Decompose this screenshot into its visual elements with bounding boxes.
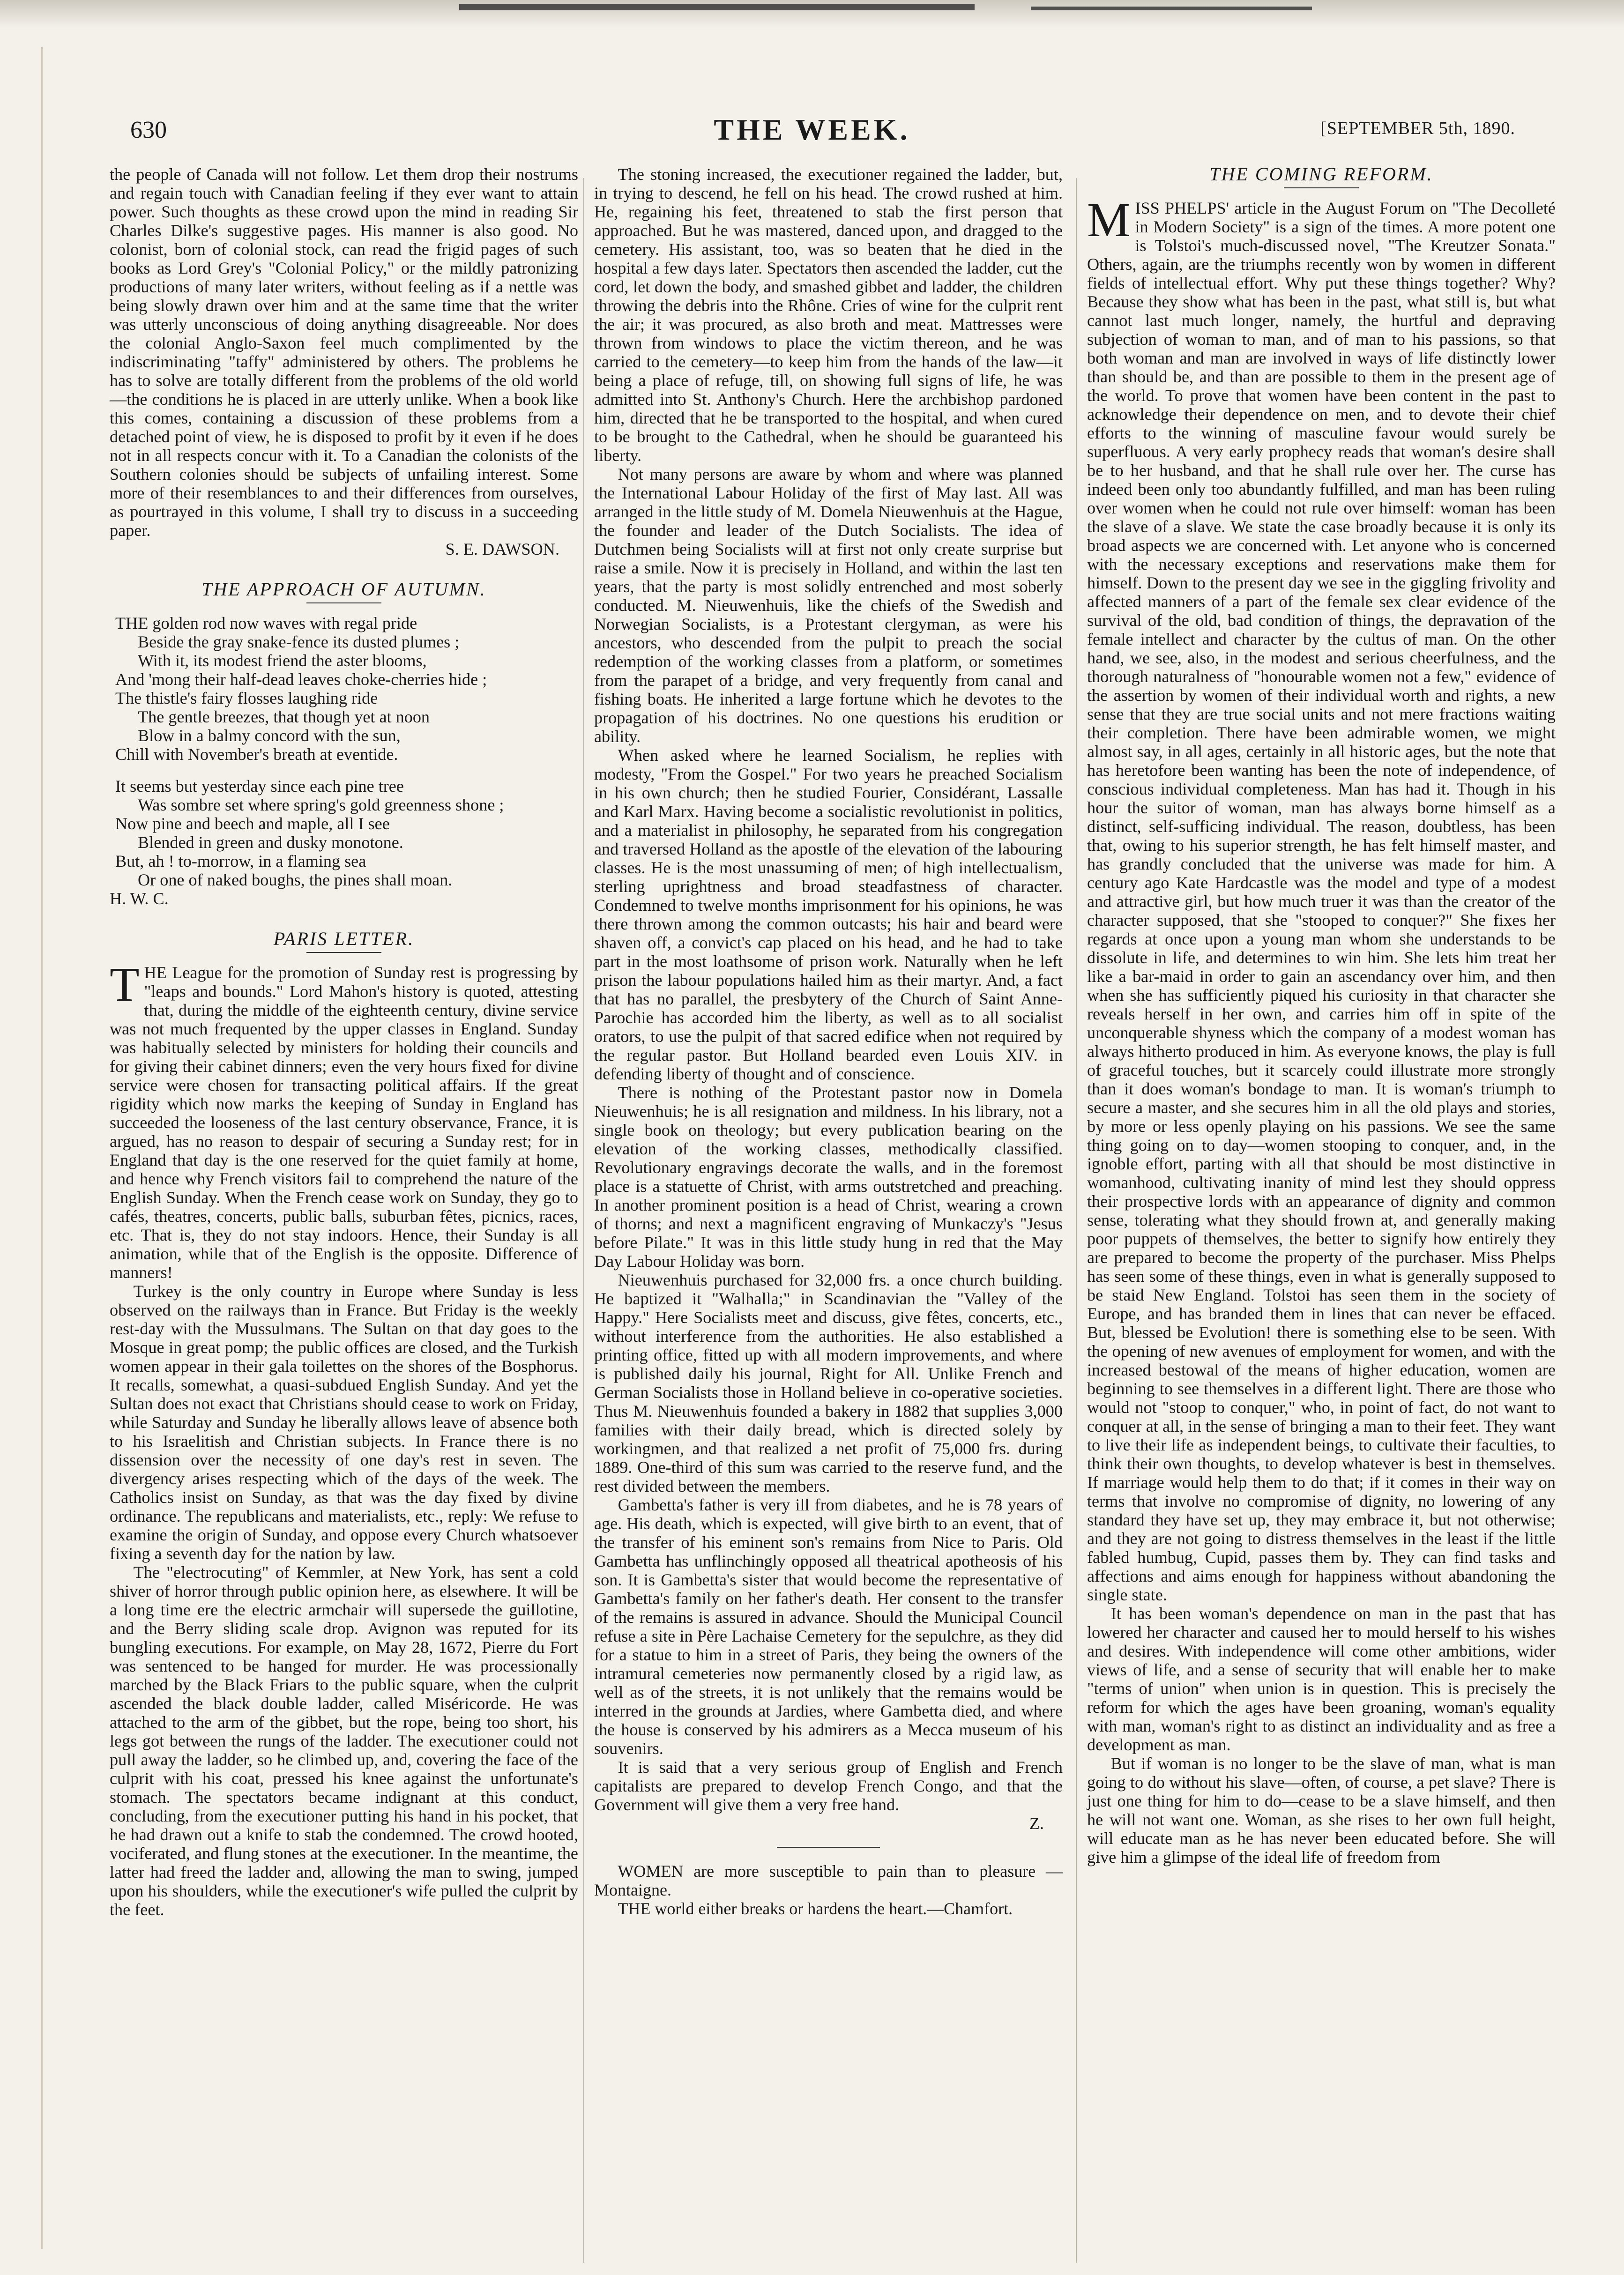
poem-line: Was sombre set where spring's gold greenness shone ; [138,796,504,814]
quotation: THE world either breaks or hardens the heart.—Chamfort. [618,1899,1013,1918]
column-2 [594,165,1063,1918]
quotation: WOMEN are more susceptible to pain than to pleasure —Montaigne. [594,1862,1063,1899]
poem-line: And 'mong their half-dead leaves choke-cherries hide ; [115,670,487,689]
article-paragraph: It is said that a very serious group of English and French capitalists are prepared to develop French Congo, and that the Government will give them a very free hand. [594,1758,1063,1814]
poem-line: The gentle breezes, that though yet at noon [138,707,430,726]
column-1 [110,165,578,1919]
scan-top-edge [0,0,1624,28]
journal-title: THE WEEK. [714,113,910,146]
column-divider [1076,178,1077,2263]
poem-line: Blended in green and dusky monotone. [138,833,403,852]
poem-line: Now pine and beech and maple, all I see [115,814,390,833]
column-3 [1087,165,1556,1866]
drop-cap: M [1087,193,1131,247]
poem-line: The thistle's fairy flosses laughing ride [115,689,378,707]
article-paragraph [110,958,578,1282]
poem-line: But, ah ! to-morrow, in a flaming sea [115,852,366,870]
poem-line: Blow in a balmy concord with the sun, [138,726,401,745]
article-title: THE COMING REFORM. [1209,164,1433,185]
article-signature: Z. [1029,1814,1044,1833]
issue-date: [SEPTEMBER 5th, 1890. [1320,119,1515,138]
article-paragraph [1087,193,1556,1604]
article-paragraph: the people of Canada will not follow. Let them drop their nostrums and regain touch with Canadian feeling if they ever want to attain power. Such thoughts as these crowd upon the mind in reading Sir Charles Dilke's suggestive pages. His manner is also good. No colonist, born of colonial stock, can read the frigid pages of such books as Lord Grey's "Colonial Policy," or the mildly patronizing productions of many later writers, without feeling as if a nettle was being slowly drawn over him and at the same time that the writer was utterly unconscious of doing anything disagreeable. Nor does the colonial Anglo-Saxon feel much complimented by the indiscriminating "taffy" administered by others. The problems he has to solve are totally different from the problems of the old world—the conditions he is placed in are utterly unlike. When a book like this comes, containing a discussion of these problems from a detached point of view, he is disposed to profit by it even if he does not in all respects concur with it. To a Canadian the colonists of the Southern colonies should be subjects of unfailing interest. Some more of their resemblances to and their differences from ourselves, as pourtrayed in this volume, I shall try to discuss in a succeeding paper. [110,165,578,540]
article-paragraph: There is nothing of the Protestant pastor now in Domela Nieuwenhuis; he is all resignation and mildness. In his library, not a single book on theology; but every publication bearing on the elevation of the working classes, methodically classified. Revolutionary engravings decorate the walls, and in the foremost place is a statuette of Christ, with arms outstretched and preaching. In another prominent position is a head of Christ, wearing a crown of thorns; and next a magnificent engraving of Munkaczy's "Jesus before Pilate." It was in this little study hung in red that the May Day Labour Holiday was born. [594,1083,1063,1271]
poem-line: THE golden rod now waves with regal pride [115,614,417,632]
paragraph-text: HE League for the promotion of Sunday rest is progressing by "leaps and bounds." Lord Mahon's history is quoted, attesting that, during the middle of the eighteenth century, divine service was not much frequented by the upper classes in England. Sunday was habitually selected by ministers for holding their councils and for giving their cabinet dinners; even the very hours fixed for divine service were chosen for transacting political affairs. If the great rigidity which now marks the keeping of Sunday in England has succeeded the looseness of the last century observance, France, it is argued, has no reason to despair of securing a Sunday rest; for in England that day is the one reserved for the quiet family at home, and hence why French visitors fail to comprehend the nature of the English Sunday. When the French cease work on Sunday, they go to cafés, theatres, concerts, public balls, suburban fêtes, picnics, races, etc. That is, they do not stay indoors. Hence, their Sunday is all animation, while that of the English is the opposite. Difference of manners! [110,963,578,1282]
article-paragraph: The "electrocuting" of Kemmler, at New York, has sent a cold shiver of horror through public opinion here, as elsewhere. It will be a long time ere the electric armchair will supersede the guillotine, and the Berry sliding scale drop. Avignon was reputed for its bungling executions. For example, on May 28, 1672, Pierre du Fort was sentenced to be hanged for murder. He was processionally marched by the Black Friars to the public square, when the culprit ascended the black double ladder, called Miséricorde. He was attached to the arm of the gibbet, but the rope, being too short, his legs got between the rungs of the ladder. The executioner could not pull away the ladder, so he climbed up, and, covering the face of the culprit with his coat, pressed his knee against the unfortunate's stomach. The spectators became indignant at this conduct, concluding, from the executioner putting his hand in his pocket, that he had drawn out a knife to stab the condemned. The crowd hooted, vociferated, and flung stones at the executioner. In the meantime, the latter had freed the ladder and, allowing the man to swing, jumped upon his shoulders, while the executioner's wife pulled the culprit by the feet. [110,1563,578,1919]
poem-line: With it, its modest friend the aster blooms, [138,651,427,670]
paragraph-text: ISS PHELPS' article in the August Forum on "The Decolleté in Modern Society" is a sign of the times. A more potent one is Tolstoi's much-discussed novel, "The Kreutzer Sonata." Others, again, are the triumphs recently won by women in different fields of intellectual effort. Why put these things together? Why? Because they show what has been in the past, what still is, but what cannot last much longer, namely, the hurtful and depraving subjection of woman to man, and of man to his passions, so that both woman and man are involved in ways of life distinctly lower than should be, and than are possible to them in the present age of the world. To prove that women have been content in the past to acknowledge their dependence on men, and to devote their chief efforts to the winning of masculine favour would surely be superfluous. A very early prophecy reads that woman's desire shall be to her husband, and that he shall rule over her. The curse has indeed been only too abundantly fulfilled, and man has been ruling over women when he could not rule over himself: woman has been the slave of a slave. We state the case broadly because it is only its broad aspects we are concerned with. Let anyone who is concerned with the necessary exceptions and reservations make them for himself. Down to the present day we see in the giggling frivolity and affected manners of a part of the female sex clear evidence of the survival of the old, bad condition of things, the depravation of the female intellect and character by the cultus of man. On the other hand, we see, also, in the modest and serious cheerfulness, and the thorough naturalness of "honourable women not a few," evidence of the assertion by women of their individual worth and rights, a new sense that they are true social units and not mere fractions waiting their completion. There have been admirable women, we might almost say, in all ages, certainly in all historic ages, but the note that has heretofore been wanting has been the note of independence, of conscious individual completeness. Man has had it. Though in his hour the suitor of woman, man has always borne himself as a distinct, self-sufficing individual. The reason, doubtless, has been that, owing to his superior strength, he has felt himself master, and has grandly concluded that the universe was made for him. A century ago Kate Hardcastle was the model and type of a modest and attractive girl, but how much truer it was than the creator of the character supposed, that she "stooped to conquer?" She fixes her regards at once upon a young man whom she understands to be dissolute in life, and determines to win him. She lets him treat her like a bar-maid in order to gain an ascendancy over him, and then when she has sufficiently piqued his curiosity in that character she reveals herself in her own, and carries him off in spite of the unconquerable shyness which the company of a modest woman has always hitherto produced in him. As everyone knows, the play is full of graceful touches, but it scarcely could illustrate more strongly than it does woman's bondage to man. It is woman's triumph to secure a master, and she secures him in all the old plays and stories, by more or less openly playing on his passions. We see the same thing going on to day—women stooping to conquer, and, in the ignoble effort, parting with all that should be most distinctive in womanhood, cultivating inanity of mind lest they should oppress their prospective lords with an appearance of dignity and common sense, tolerating what they should frown at, and generally making poor puppets of themselves, the better to signify how entirely they are prepared to become the property of the purchaser. Miss Phelps has seen some of these things, even in what is generally supposed to be staid New England. Tolstoi has seen them in the society of Europe, and has branded them in lines that can never be effaced. But, blessed be Evolution! there is something else to be seen. With the opening of new avenues of employment for women, and with the increased bestowal of the means of higher education, women are beginning to see themselves in a different light. There are those who would not "stoop to conquer," who, in point of fact, do not want to conquer at all, in the sense of bringing a man to their feet. They want to live their life as independent beings, to cultivate their faculties, to think their own thoughts, to develop whatever is best in themselves. If marriage would help them to do that; if it comes in their way on terms that involve no compromise of dignity, no lowering of any standard they have set up, they may embrace it, but not otherwise; and they are not going to distress themselves in the least if the little fabled humbug, Cupid, passes them by. They can find tasks and affections and aims enough for happiness without abandoning the single state. [1087,199,1556,1604]
separator-rule [777,1847,880,1848]
letter-title: PARIS LETTER. [273,928,415,949]
title-rule [306,952,381,953]
poem-title: THE APPROACH OF AUTUMN. [201,579,486,600]
poem-line: It seems but yesterday since each pine tree [115,777,404,796]
article-paragraph: But if woman is no longer to be the slave of man, what is man going to do without his slave—often, of course, a pet slave? There is just one thing for him to do—cease to be a slave himself, and then he will not want one. Woman, as she rises to her own full height, will educate man as he has never been educated before. She will give him a glimpse of the ideal life of freedom from [1087,1754,1556,1866]
article-paragraph: Not many persons are aware by whom and where was planned the International Labour Holiday of the first of May last. All was arranged in the little study of M. Domela Nieuwenhuis at the Hague, the founder and leader of the Dutch Socialists. The idea of Dutchmen being Socialists will at first not only create surprise but raise a smile. Now it is precisely in Holland, and within the last ten years, that the party is most solidly entrenched and most soberly conducted. M. Nieuwenhuis, like the chiefs of the Swedish and Norwegian Socialists, is a Protestant clergyman, as were his ancestors, who descended from the pulpit to preach the social redemption of the working classes from a platform, or sometimes from the parapet of a bridge, and very frequently from canal and fishing boats. He inherited a large fortune which he devotes to the propagation of his doctrines. No one questions his erudition or ability. [594,465,1063,746]
page-edge-line [41,47,43,2249]
column-divider [583,178,584,2263]
page-header [0,108,1624,164]
page-number: 630 [130,117,167,143]
article-paragraph: Turkey is the only country in Europe where Sunday is less observed on the railways than in France. But Friday is the weekly rest-day with the Mussulmans. The Sultan on that day goes to the Mosque in great pomp; the public offices are closed, and the Turkish women appear in their gala toilettes on the shores of the Bosphorus. It recalls, somewhat, a quasi-subdued English Sunday. And yet the Sultan does not exact that Christians should cease to work on Friday, while Saturday and Sunday he liberally allows leave of absence both to his Israelitish and Christian subjects. In France there is no dissension over the necessity of one day's rest in seven. The divergency arises respecting which of the days of the week. The Catholics insist on Sunday, as that was the day fixed by divine ordinance. The republicans and materialists, etc., reply: We refuse to examine the origin of Sunday, and oppose every Church whatsoever fixing a seventh day for the nation by law. [110,1282,578,1563]
article-paragraph: When asked where he learned Socialism, he replies with modesty, "From the Gospel." For two years he preached Socialism in his own church; then he studied Fourier, Considérant, Lassalle and Karl Marx. Having become a socialistic revolutionist in politics, and a materialist in philosophy, he separated from his congregation and traversed Holland as the apostle of the elevation of the labouring classes. He is the most unassuming of men; of high intellectualism, sterling uprightness and broad steadfastness of character. Condemned to twelve months imprisonment for his opinions, he was there thrown among the common outcasts; his hair and beard were shaven off, a convict's cap placed on his head, and he had to take part in the most loathsome of prison work. Naturally when he left prison the labour populations hailed him as their martyr. And, a fact that has no parallel, the presbytery of the Church of Saint Anne-Parochie has accorded him the liberty, as well as to all socialist orators, to use the pulpit of that sacred edifice when not required by the regular pastor. But Holland bearded even Louis XIV. in defending liberty of thought and of conscience. [594,746,1063,1083]
title-rule [306,602,381,603]
quotes [594,1862,1063,1918]
article-paragraph: Nieuwenhuis purchased for 32,000 frs. a once church building. He baptized it "Walhalla;" in Scandinavian the "Valley of the Happy." Here Socialists meet and discuss, give fêtes, concerts, etc., without interference from the authorities. He also established a printing office, fitted up with all modern improvements, and where is published daily his journal, Right for All. Unlike French and German Socialists those in Holland believe in co-operative societies. Thus M. Nieuwenhuis founded a bakery in 1882 that supplies 3,000 families with their daily bread, which is directed solely by workingmen, and that realized a net profit of 75,000 frs. during 1889. One-third of this sum was carried to the reserve fund, and the rest divided between the members. [594,1271,1063,1495]
article-paragraph: Gambetta's father is very ill from diabetes, and he is 78 years of age. His death, which is expected, will give birth to an event, that of the transfer of his eminent son's remains from Nice to Paris. Old Gambetta has unflinchingly opposed all theatrical apotheosis of his son. It is Gambetta's sister that would become the representative of Gambetta's family on her father's death. Her consent to the transfer of the remains is assured in advance. Should the Municipal Council refuse a site in Père Lachaise Cemetery for the sepulchre, as they did for a statue to him in a street of Paris, they being the owners of the intramural cemeteries now permanently closed by a rigid law, as well as of the streets, it is not unlikely that the remains would be interred in the grounds at Jardies, where Gambetta died, and where the house is conserved by his admirers as a Mecca museum of his souvenirs. [594,1495,1063,1758]
scan-streak [1031,7,1312,10]
article-signature: S. E. DAWSON. [445,540,559,558]
poem-line: Chill with November's breath at eventide. [115,745,398,764]
poem-signature: H. W. C. [110,889,169,908]
article-paragraph: It has been woman's dependence on man in the past that has lowered her character and caused her to mould herself to his wishes and desires. With independence will come other ambitions, wider views of life, and a sense of security that will enable her to make "terms of union" when union is in question. This is precisely the reform for which the ages have been groaning, woman's equality with man, woman's right to as distinct an individuality and as free a development as man. [1087,1604,1556,1754]
poem-line: Or one of naked boughs, the pines shall moan. [138,870,453,889]
title-rule [1284,187,1359,188]
poem [110,614,578,908]
poem-line: Beside the gray snake-fence its dusted plumes ; [138,632,460,651]
article-paragraph: The stoning increased, the executioner regained the ladder, but, in trying to descend, he fell on his head. The crowd rushed at him. He, regaining his feet, threatened to stab the first person that approached. But he was mastered, danced upon, and dragged to the cemetery. His assistant, too, was so beaten that he died in the hospital a few days later. Spectators then ascended the ladder, cut the cord, let down the body, and smashed gibbet and ladder, the children throwing the debris into the Rhône. Cries of wine for the culprit rent the air; it was procured, as also broth and meat. Mattresses were thrown from windows to place the victim thereon, and he was carried to the cemetery—to keep him from the hands of the law—it being a place of refuge, till, on showing full signs of life, he was admitted into St. Anthony's Church. Here the archbishop pardoned him, directed that he be transported to the hospital, and when cured to be brought to the Cathedral, when he should be guaranteed his liberty. [594,165,1063,465]
scan-streak [459,4,975,10]
drop-cap: T [110,958,140,1011]
